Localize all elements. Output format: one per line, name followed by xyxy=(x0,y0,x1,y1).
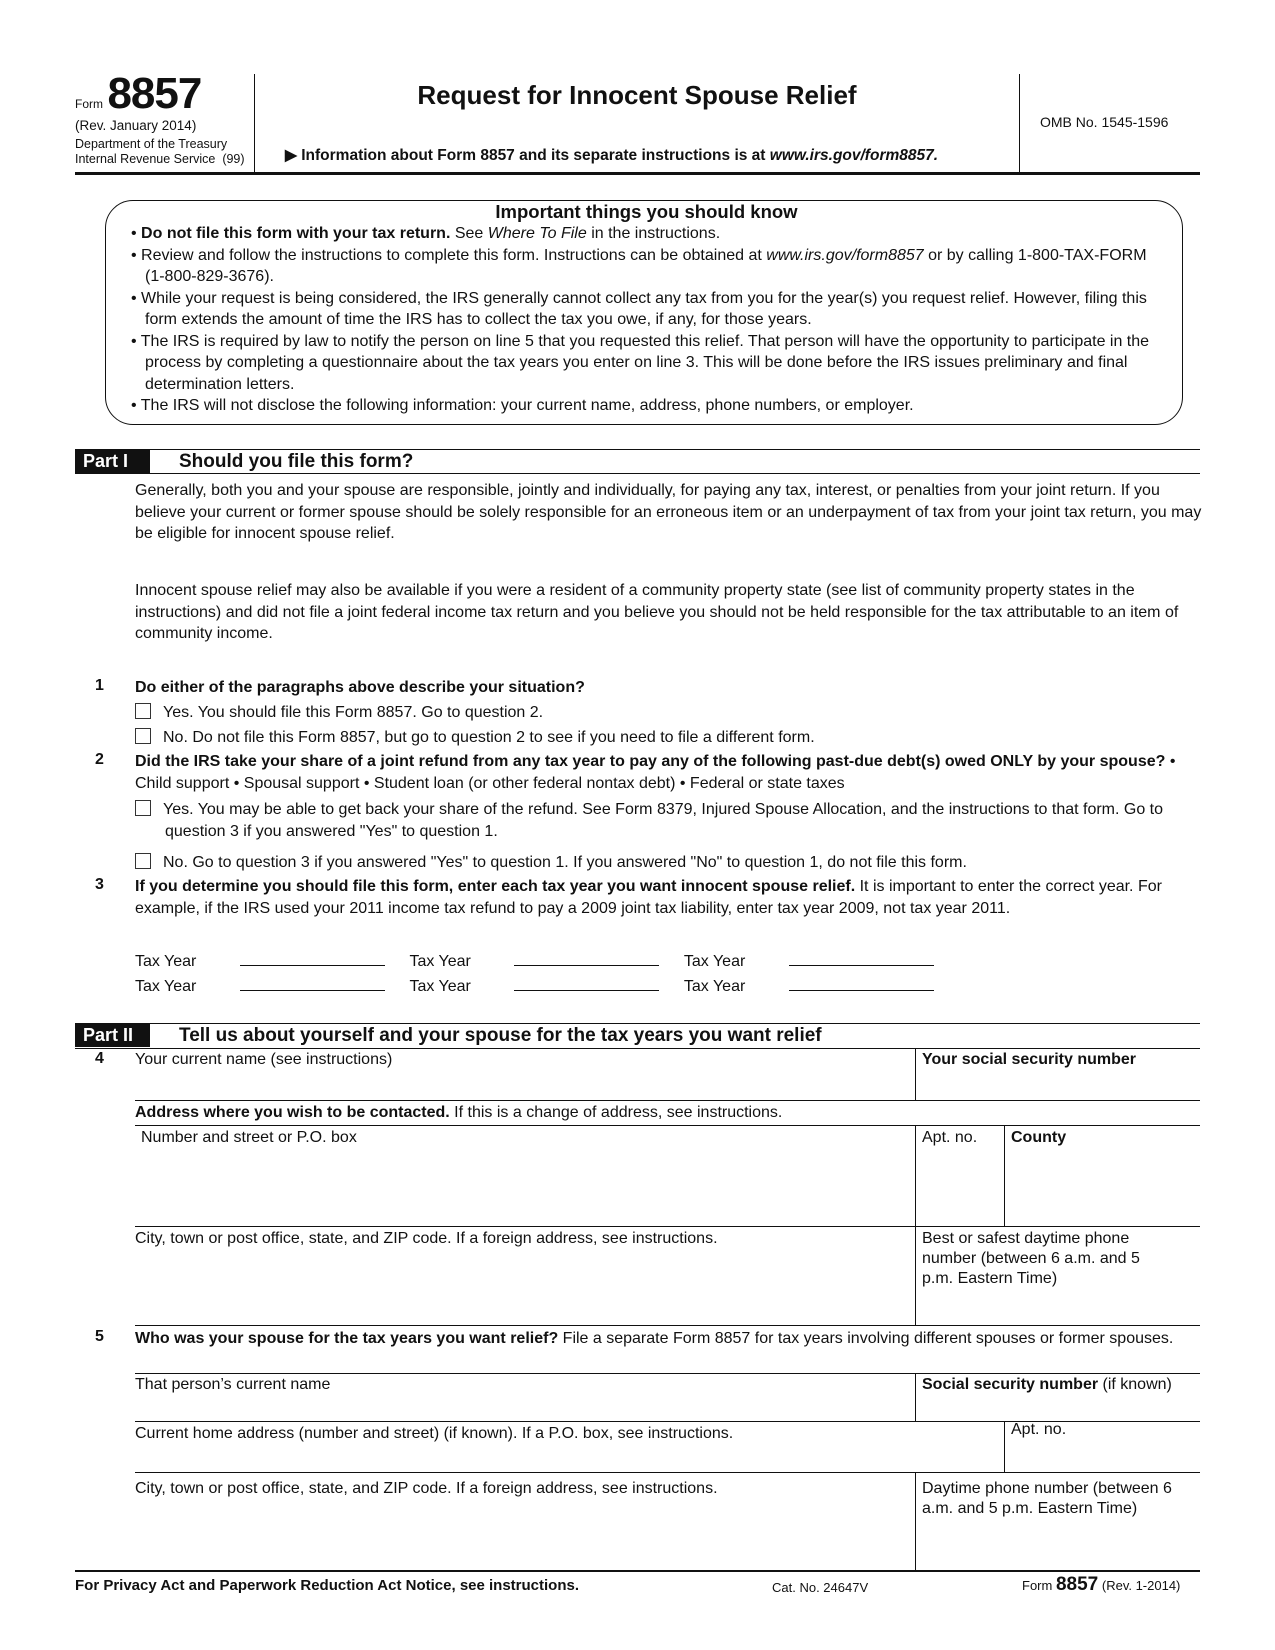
form-id-block xyxy=(75,69,255,174)
form-number: 8857 xyxy=(107,69,202,118)
q4-number: 4 xyxy=(95,1050,104,1067)
catalog-number: Cat. No. 24647V xyxy=(772,1580,869,1595)
footer-rule xyxy=(75,1570,1200,1572)
bullet-item: • While your request is being considered, the IRS generally cannot collect any tax from you for the year(s) you request relief. However, filing this form extends the amount of time the IRS has to collect the tax you owe, if any, for those years. xyxy=(131,288,1162,331)
current-name-field[interactable]: Your current name (see instructions) xyxy=(135,1051,393,1068)
tax-year-input[interactable] xyxy=(789,948,934,966)
part1-label: Part I xyxy=(75,450,150,473)
spouse-address-field[interactable]: Current home address (number and street) (if known). If a P.O. box, see instructions. xyxy=(135,1425,734,1442)
important-info-box xyxy=(105,200,1183,425)
part1-paragraph-2: Innocent spouse relief may also be available if you were a resident of a community property state (see list of community property states in the instructions) and did not file a joint federal income tax return and you believe you should not be held responsible for the tax attributable to an item of community income. xyxy=(135,582,1179,642)
q1-no-option[interactable]: No. Do not file this Form 8857, but go to question 2 to see if you need to file a different form. xyxy=(135,727,1205,749)
department: Department of the Treasury xyxy=(75,137,228,151)
apt-field[interactable]: Apt. no. xyxy=(922,1129,978,1146)
tax-year-input[interactable] xyxy=(240,948,385,966)
footer-form-id: Form 8857 (Rev. 1-2014) xyxy=(1022,1574,1181,1595)
spouse-phone-field[interactable]: Daytime phone number (between 6 a.m. and 5 p.m. Eastern Time) xyxy=(922,1480,1172,1517)
tax-year-row-1: Tax Year Tax Year Tax Year xyxy=(135,948,934,974)
daytime-phone-field[interactable]: Best or safest daytime phone number (between 6 a.m. and 5 p.m. Eastern Time) xyxy=(922,1230,1140,1287)
part1-title: Should you file this form? xyxy=(179,451,414,472)
q1-yes-checkbox[interactable] xyxy=(135,703,151,719)
address-heading: Address where you wish to be contacted. If this is a change of address, see instructions. xyxy=(135,1104,783,1121)
spouse-ssn-field[interactable]: Social security number (if known) xyxy=(922,1376,1172,1393)
privacy-notice: For Privacy Act and Paperwork Reduction Act Notice, see instructions. xyxy=(75,1577,580,1594)
q2-yes-checkbox[interactable] xyxy=(135,800,151,816)
part1-rule-bottom xyxy=(75,473,1200,474)
spouse-name-field[interactable]: That person’s current name xyxy=(135,1376,331,1393)
q3-text: If you determine you should file this form, enter each tax year you want innocent spouse relief. It is important to enter the correct year. For example, if the IRS used your 2011 income tax refund to pay a 2009 joint tax liability, enter tax year 2009, not tax year 2011. xyxy=(135,878,1162,917)
revision: (Rev. January 2014) xyxy=(75,118,197,133)
bullet-item: • Review and follow the instructions to complete this form. Instructions can be obtained at www.irs.gov/form8857 or by calling 1-800-TAX-FORM (1-800-829-3676). xyxy=(131,245,1162,288)
form-title: Request for Innocent Spouse Relief xyxy=(417,80,857,110)
bullet-item: • Do not file this form with your tax return. See Where To File in the instructions. xyxy=(131,223,1162,245)
form-url-link[interactable]: www.irs.gov/form8857. xyxy=(769,147,939,164)
part2-title: Tell us about yourself and your spouse for the tax years you want relief xyxy=(179,1025,822,1046)
form-word: Form xyxy=(75,97,103,111)
q2-no-option[interactable]: No. Go to question 3 if you answered "Yes" to question 1. If you answered "No" to question 1, do not file this form. xyxy=(135,852,1205,874)
q2-yes-option[interactable]: Yes. You may be able to get back your share of the refund. See Form 8379, Injured Spouse Allocation, and the instructions to that form. Go to question 3 if you answered "Yes" to question 1. xyxy=(135,799,1205,843)
q1-text: Do either of the paragraphs above describe your situation? xyxy=(135,679,585,696)
q5-text: Who was your spouse for the tax years you want relief? File a separate Form 8857 for tax years involving different spouses or former spouses. xyxy=(135,1330,1174,1347)
bullet-item: • The IRS is required by law to notify the person on line 5 that you requested this relief. That person will have the opportunity to participate in the process by completing a questionnaire about the tax years you enter on line 3. This will be done before the IRS issues preliminary and final determination letters. xyxy=(131,331,1162,396)
tax-year-input[interactable] xyxy=(789,973,934,991)
q2-number: 2 xyxy=(95,751,104,768)
q2-text: Did the IRS take your share of a joint refund from any tax year to pay any of the following past-due debt(s) owed ONLY by your spouse? • Child support • Spousal support • Student loan (or other federal nontax debt) • Federal or state taxes xyxy=(135,753,1176,792)
ssn-field[interactable]: Your social security number xyxy=(922,1051,1136,1068)
omb-number: OMB No. 1545-1596 xyxy=(1019,74,1199,174)
q2-no-checkbox[interactable] xyxy=(135,853,151,869)
q1-no-checkbox[interactable] xyxy=(135,728,151,744)
q5-number: 5 xyxy=(95,1328,104,1345)
header-divider xyxy=(75,172,1200,175)
county-field[interactable]: County xyxy=(1011,1129,1067,1146)
info-line: ▶ Information about Form 8857 and its separate instructions is at www.irs.gov/form8857. xyxy=(285,147,939,164)
spouse-city-field[interactable]: City, town or post office, state, and ZIP code. If a foreign address, see instructions. xyxy=(135,1480,718,1497)
tax-year-row-2: Tax Year Tax Year Tax Year xyxy=(135,973,934,999)
city-field[interactable]: City, town or post office, state, and ZIP code. If a foreign address, see instructions. xyxy=(135,1230,718,1247)
spouse-apt-field[interactable]: Apt. no. xyxy=(1011,1421,1067,1438)
q1-number: 1 xyxy=(95,677,104,694)
tax-year-input[interactable] xyxy=(514,973,659,991)
tax-year-input[interactable] xyxy=(514,948,659,966)
q1-yes-option[interactable]: Yes. You should file this Form 8857. Go to question 2. xyxy=(135,702,1205,724)
bullet-item: • The IRS will not disclose the following information: your current name, address, phone numbers, or employer. xyxy=(131,395,1162,417)
q3-number: 3 xyxy=(95,876,104,893)
tax-year-input[interactable] xyxy=(240,973,385,991)
part1-paragraph-1: Generally, both you and your spouse are responsible, jointly and individually, for paying any tax, interest, or penalties from your joint return. If you believe your current or former spouse should be solely responsible for an erroneous item or an underpayment of tax from your joint tax return, you may be eligible for innocent spouse relief. xyxy=(135,482,1202,542)
irs-line: Internal Revenue Service (99) xyxy=(75,152,245,166)
street-field[interactable]: Number and street or P.O. box xyxy=(141,1129,357,1146)
part2-label: Part II xyxy=(75,1024,150,1047)
important-title: Important things you should know xyxy=(495,201,798,222)
